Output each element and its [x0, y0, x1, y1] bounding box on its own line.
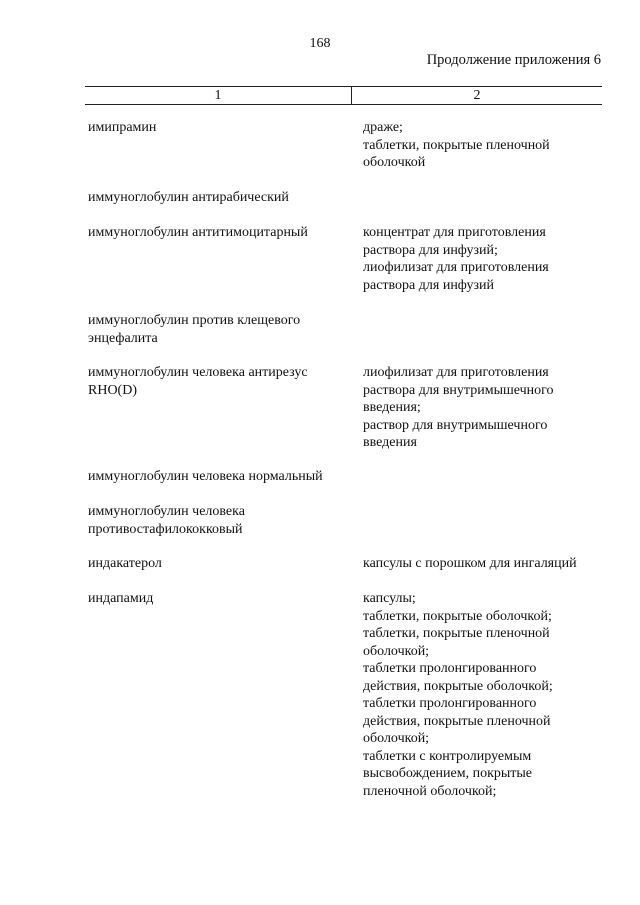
drug-name	[88, 468, 350, 486]
drug-name-line: противостафилококковый	[88, 521, 243, 537]
drug-name-line: имипрамин	[88, 120, 157, 135]
dosage-forms	[363, 364, 603, 452]
dosage-form-line: капсулы с порошком для ингаляций	[363, 556, 577, 571]
drug-name-line: иммуноглобулин против клещевого	[88, 313, 301, 328]
drug-name	[88, 364, 350, 399]
drug-name-line: иммуноглобулин человека антирезус	[88, 365, 308, 380]
dosage-form-line: капсулы;	[363, 591, 416, 606]
drug-name	[88, 503, 350, 538]
drug-name-line: индакатерол	[88, 556, 162, 571]
dosage-form-line: оболочкой;	[363, 643, 430, 659]
dosage-form-line: раствора для инфузий	[363, 277, 495, 293]
drug-name-line: иммуноглобулин человека нормальный	[88, 469, 323, 484]
dosage-form-line: действия, покрытые пленочной	[363, 713, 551, 729]
column-header-1: 1	[85, 87, 352, 104]
drug-name-line: индапамид	[88, 591, 154, 606]
drug-name	[88, 312, 350, 347]
dosage-forms	[363, 590, 603, 800]
dosage-form-line: раствора для инфузий;	[363, 242, 498, 258]
drug-name	[88, 590, 350, 608]
drug-name	[88, 224, 350, 242]
dosage-forms	[363, 119, 603, 172]
dosage-form-line: лиофилизат для приготовления	[363, 365, 549, 380]
drug-name-line: RHO(D)	[88, 382, 137, 398]
drug-name-line: иммуноглобулин человека	[88, 504, 245, 519]
dosage-form-line: высвобождением, покрытые	[363, 766, 533, 781]
continuation-label: Продолжение приложения 6	[426, 52, 601, 68]
drug-name-line: энцефалита	[88, 330, 158, 346]
dosage-form-line: оболочкой;	[363, 731, 430, 746]
drug-name	[88, 189, 350, 207]
dosage-form-line: оболочкой	[363, 155, 426, 170]
dosage-form-line: лиофилизат для приготовления	[363, 260, 549, 275]
dosage-form-line: концентрат для приготовления	[363, 225, 546, 240]
dosage-forms	[363, 224, 603, 294]
dosage-form-line: таблетки с контролируемым	[363, 748, 532, 764]
dosage-form-line: раствор для внутримышечного	[363, 417, 548, 433]
dosage-form-line: пленочной оболочкой;	[363, 783, 497, 799]
dosage-form-line: драже;	[363, 120, 403, 135]
column-header-2: 2	[473, 88, 481, 103]
dosage-forms	[363, 555, 603, 573]
dosage-form-line: таблетки, покрытые пленочной	[363, 626, 550, 641]
drug-name	[88, 119, 350, 137]
dosage-form-line: введения	[363, 435, 417, 450]
dosage-form-line: таблетки, покрытые пленочной	[363, 137, 550, 153]
drug-name	[88, 555, 350, 573]
dosage-form-line: таблетки, покрытые оболочкой;	[363, 608, 552, 624]
dosage-form-line: таблетки пролонгированного	[363, 661, 537, 676]
drug-name-line: иммуноглобулин антирабический	[88, 190, 289, 205]
dosage-form-line: действия, покрытые оболочкой;	[363, 678, 553, 694]
dosage-form-line: таблетки пролонгированного	[363, 696, 537, 711]
dosage-form-line: раствора для внутримышечного	[363, 382, 554, 398]
page-number: 168	[309, 36, 331, 51]
drug-name-line: иммуноглобулин антитимоцитарный	[88, 225, 308, 240]
table-header	[85, 86, 602, 105]
dosage-form-line: введения;	[363, 400, 421, 415]
